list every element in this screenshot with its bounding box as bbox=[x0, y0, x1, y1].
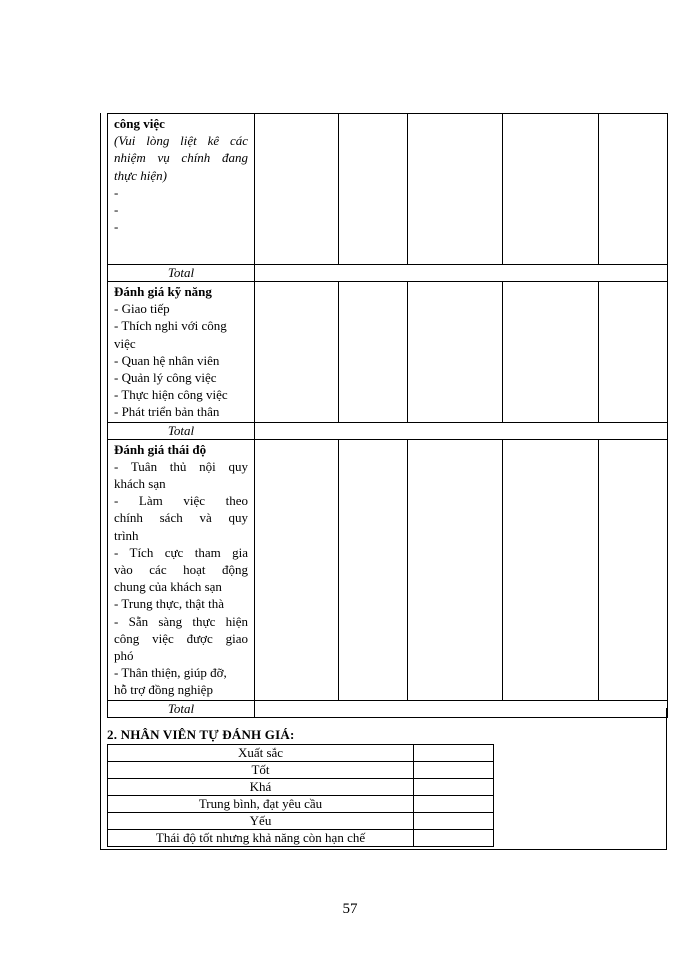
score-cell[interactable] bbox=[599, 439, 668, 700]
work-bullet: - bbox=[114, 184, 119, 200]
page-frame-right bbox=[666, 708, 667, 850]
score-cell[interactable] bbox=[255, 114, 339, 265]
attitude-item: - Thân thiện, giúp đỡ, bbox=[114, 665, 227, 681]
skills-criteria-cell bbox=[108, 282, 255, 423]
work-note-line: thực hiện) bbox=[114, 167, 167, 183]
total-value-cell[interactable] bbox=[255, 422, 668, 439]
self-eval-checkbox-cell[interactable] bbox=[414, 796, 494, 813]
score-cell[interactable] bbox=[599, 114, 668, 265]
self-eval-row bbox=[108, 830, 494, 847]
self-evaluation-table bbox=[107, 744, 494, 847]
self-evaluation-title: 2. NHÂN VIÊN TỰ ĐÁNH GIÁ: bbox=[107, 727, 295, 742]
self-eval-row bbox=[108, 762, 494, 779]
score-cell[interactable] bbox=[503, 114, 599, 265]
skills-total-row bbox=[108, 422, 668, 439]
total-label: Total bbox=[108, 422, 255, 439]
skills-row bbox=[108, 282, 668, 423]
self-eval-row bbox=[108, 813, 494, 830]
score-cell[interactable] bbox=[339, 439, 408, 700]
self-eval-row bbox=[108, 796, 494, 813]
score-cell[interactable] bbox=[503, 439, 599, 700]
attitude-item: khách sạn bbox=[114, 476, 166, 492]
skill-item: - Thực hiện công việc bbox=[114, 387, 228, 403]
self-eval-option: Xuất sắc bbox=[108, 745, 414, 762]
attitude-total-row bbox=[108, 700, 668, 717]
score-cell[interactable] bbox=[255, 282, 339, 423]
attitude-item: chính sách và quy bbox=[114, 510, 248, 526]
skill-item: - Thích nghi với công bbox=[114, 318, 227, 334]
page-number: 57 bbox=[342, 901, 358, 917]
score-cell[interactable] bbox=[255, 439, 339, 700]
self-eval-row bbox=[108, 779, 494, 796]
attitude-item: - Tuân thủ nội quy bbox=[114, 458, 248, 474]
skill-item: - Quản lý công việc bbox=[114, 370, 217, 386]
attitude-item: trình bbox=[114, 527, 139, 543]
attitude-item: công việc được giao bbox=[114, 630, 248, 646]
self-eval-option: Tốt bbox=[108, 762, 414, 779]
attitude-item: - Làm việc theo bbox=[114, 493, 248, 509]
attitude-item: - Tích cực tham gia bbox=[114, 544, 248, 560]
self-eval-checkbox-cell[interactable] bbox=[414, 813, 494, 830]
self-eval-checkbox-cell[interactable] bbox=[414, 830, 494, 847]
attitude-item: hỗ trợ đồng nghiệp bbox=[114, 682, 213, 698]
work-note-line: nhiệm vụ chính đang bbox=[114, 150, 248, 166]
work-row bbox=[108, 114, 668, 265]
attitude-row bbox=[108, 439, 668, 700]
work-bullet: - bbox=[114, 202, 119, 218]
skill-item: - Giao tiếp bbox=[114, 301, 170, 317]
attitude-item: - Sẵn sàng thực hiện bbox=[114, 613, 248, 629]
score-cell[interactable] bbox=[599, 282, 668, 423]
total-label: Total bbox=[108, 265, 255, 282]
score-cell[interactable] bbox=[503, 282, 599, 423]
score-cell[interactable] bbox=[339, 114, 408, 265]
score-cell[interactable] bbox=[408, 439, 503, 700]
skills-heading: Đánh giá kỹ năng bbox=[114, 284, 212, 299]
total-value-cell[interactable] bbox=[255, 700, 668, 717]
work-bullet: - bbox=[114, 219, 119, 235]
score-cell[interactable] bbox=[339, 282, 408, 423]
skill-item: việc bbox=[114, 335, 136, 351]
work-heading: công việc bbox=[114, 116, 165, 131]
page-frame-bottom bbox=[100, 849, 667, 850]
self-eval-checkbox-cell[interactable] bbox=[414, 762, 494, 779]
evaluation-table bbox=[107, 113, 668, 718]
skill-item: - Phát triển bản thân bbox=[114, 404, 220, 420]
self-eval-checkbox-cell[interactable] bbox=[414, 745, 494, 762]
self-eval-option: Thái độ tốt nhưng khả năng còn hạn chế bbox=[108, 830, 414, 847]
score-cell[interactable] bbox=[408, 114, 503, 265]
total-label: Total bbox=[108, 700, 255, 717]
attitude-item: vào các hoạt động bbox=[114, 562, 248, 578]
self-eval-option: Trung bình, đạt yêu cầu bbox=[108, 796, 414, 813]
work-total-row bbox=[108, 265, 668, 282]
attitude-heading: Đánh giá thái độ bbox=[114, 441, 207, 457]
work-criteria-cell bbox=[108, 114, 255, 265]
attitude-item: chung của khách sạn bbox=[114, 579, 222, 595]
attitude-item: - Trung thực, thật thà bbox=[114, 596, 224, 612]
attitude-item: phó bbox=[114, 648, 134, 664]
self-eval-option: Khá bbox=[108, 779, 414, 796]
self-eval-option: Yếu bbox=[108, 813, 414, 830]
total-value-cell[interactable] bbox=[255, 265, 668, 282]
self-eval-checkbox-cell[interactable] bbox=[414, 779, 494, 796]
score-cell[interactable] bbox=[408, 282, 503, 423]
skill-item: - Quan hệ nhân viên bbox=[114, 352, 220, 368]
work-note-line: (Vui lòng liệt kê các bbox=[114, 133, 248, 149]
self-eval-row bbox=[108, 745, 494, 762]
attitude-criteria-cell bbox=[108, 439, 255, 700]
